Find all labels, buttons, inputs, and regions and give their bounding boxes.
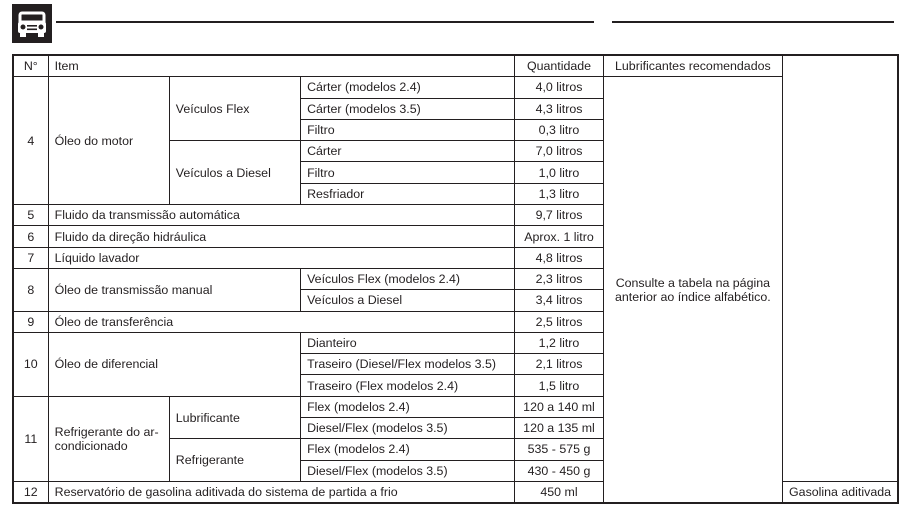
item-name: Refrigerante do ar-condicionado [48,396,169,481]
item-quantity: 7,0 litros [515,141,603,162]
item-lubricant: Gasolina aditivada [783,481,898,503]
item-number: 12 [13,481,48,503]
item-detail: Cárter (modelos 3.5) [301,98,515,119]
item-number: 6 [13,226,48,247]
item-quantity: 4,3 litros [515,98,603,119]
item-detail: Flex (modelos 2.4) [301,439,515,460]
item-name: Reservatório de gasolina aditivada do sistema de partida a frio [48,481,515,503]
item-group: Veículos a Diesel [169,141,300,205]
item-name: Fluido da direção hidráulica [48,226,515,247]
item-number: 7 [13,247,48,268]
item-detail: Flex (modelos 2.4) [301,396,515,417]
item-quantity: 0,3 litro [515,119,603,140]
item-detail: Diesel/Flex (modelos 3.5) [301,460,515,481]
column-header-quantity: Quantidade [515,55,603,77]
item-detail: Traseiro (Diesel/Flex modelos 3.5) [301,354,515,375]
item-quantity: 1,0 litro [515,162,603,183]
lubricants-capacity-table [12,54,899,504]
item-quantity: 1,3 litro [515,183,603,204]
item-name: Óleo de diferencial [48,332,300,396]
item-number: 10 [13,332,48,396]
item-quantity: 2,3 litros [515,268,603,289]
item-quantity: 9,7 litros [515,205,603,226]
table-header-row [13,55,898,77]
item-detail: Filtro [301,162,515,183]
item-quantity: 535 - 575 g [515,439,603,460]
item-quantity: 2,1 litros [515,354,603,375]
item-quantity: 450 ml [515,481,603,503]
item-name: Óleo de transmissão manual [48,268,300,311]
item-detail: Cárter [301,141,515,162]
item-name: Fluido da transmissão automática [48,205,515,226]
table-row [13,77,898,98]
item-quantity: 4,8 litros [515,247,603,268]
item-detail: Filtro [301,119,515,140]
item-quantity: 430 - 450 g [515,460,603,481]
item-number: 9 [13,311,48,332]
item-quantity: 4,0 litros [515,77,603,98]
item-quantity: 1,5 litro [515,375,603,396]
header-rule-right [612,21,894,23]
item-number: 11 [13,396,48,481]
item-group: Veículos Flex [169,77,300,141]
item-group: Refrigerante [169,439,300,482]
item-number: 4 [13,77,48,205]
column-header-no: N° [13,55,48,77]
item-quantity: 120 a 140 ml [515,396,603,417]
item-quantity: 3,4 litros [515,290,603,311]
item-detail: Resfriador [301,183,515,204]
item-quantity: Aprox. 1 litro [515,226,603,247]
item-name: Óleo de transferência [48,311,515,332]
item-detail: Traseiro (Flex modelos 2.4) [301,375,515,396]
item-number: 5 [13,205,48,226]
shared-lubricant-note: Consulte a tabela na página anterior ao índice alfabético. [603,77,782,503]
item-detail: Dianteiro [301,332,515,353]
column-header-lubricants: Lubrificantes recomendados [603,55,782,77]
item-name: Óleo do motor [48,77,169,205]
header-rule-left [56,21,594,23]
item-name: Líquido lavador [48,247,515,268]
item-detail: Veículos a Diesel [301,290,515,311]
car-front-icon [12,4,52,43]
item-number: 8 [13,268,48,311]
item-group: Lubrificante [169,396,300,439]
item-quantity: 1,2 litro [515,332,603,353]
item-detail: Veículos Flex (modelos 2.4) [301,268,515,289]
item-detail: Diesel/Flex (modelos 3.5) [301,418,515,439]
item-quantity: 2,5 litros [515,311,603,332]
column-header-item: Item [48,55,515,77]
item-detail: Cárter (modelos 2.4) [301,77,515,98]
item-quantity: 120 a 135 ml [515,418,603,439]
